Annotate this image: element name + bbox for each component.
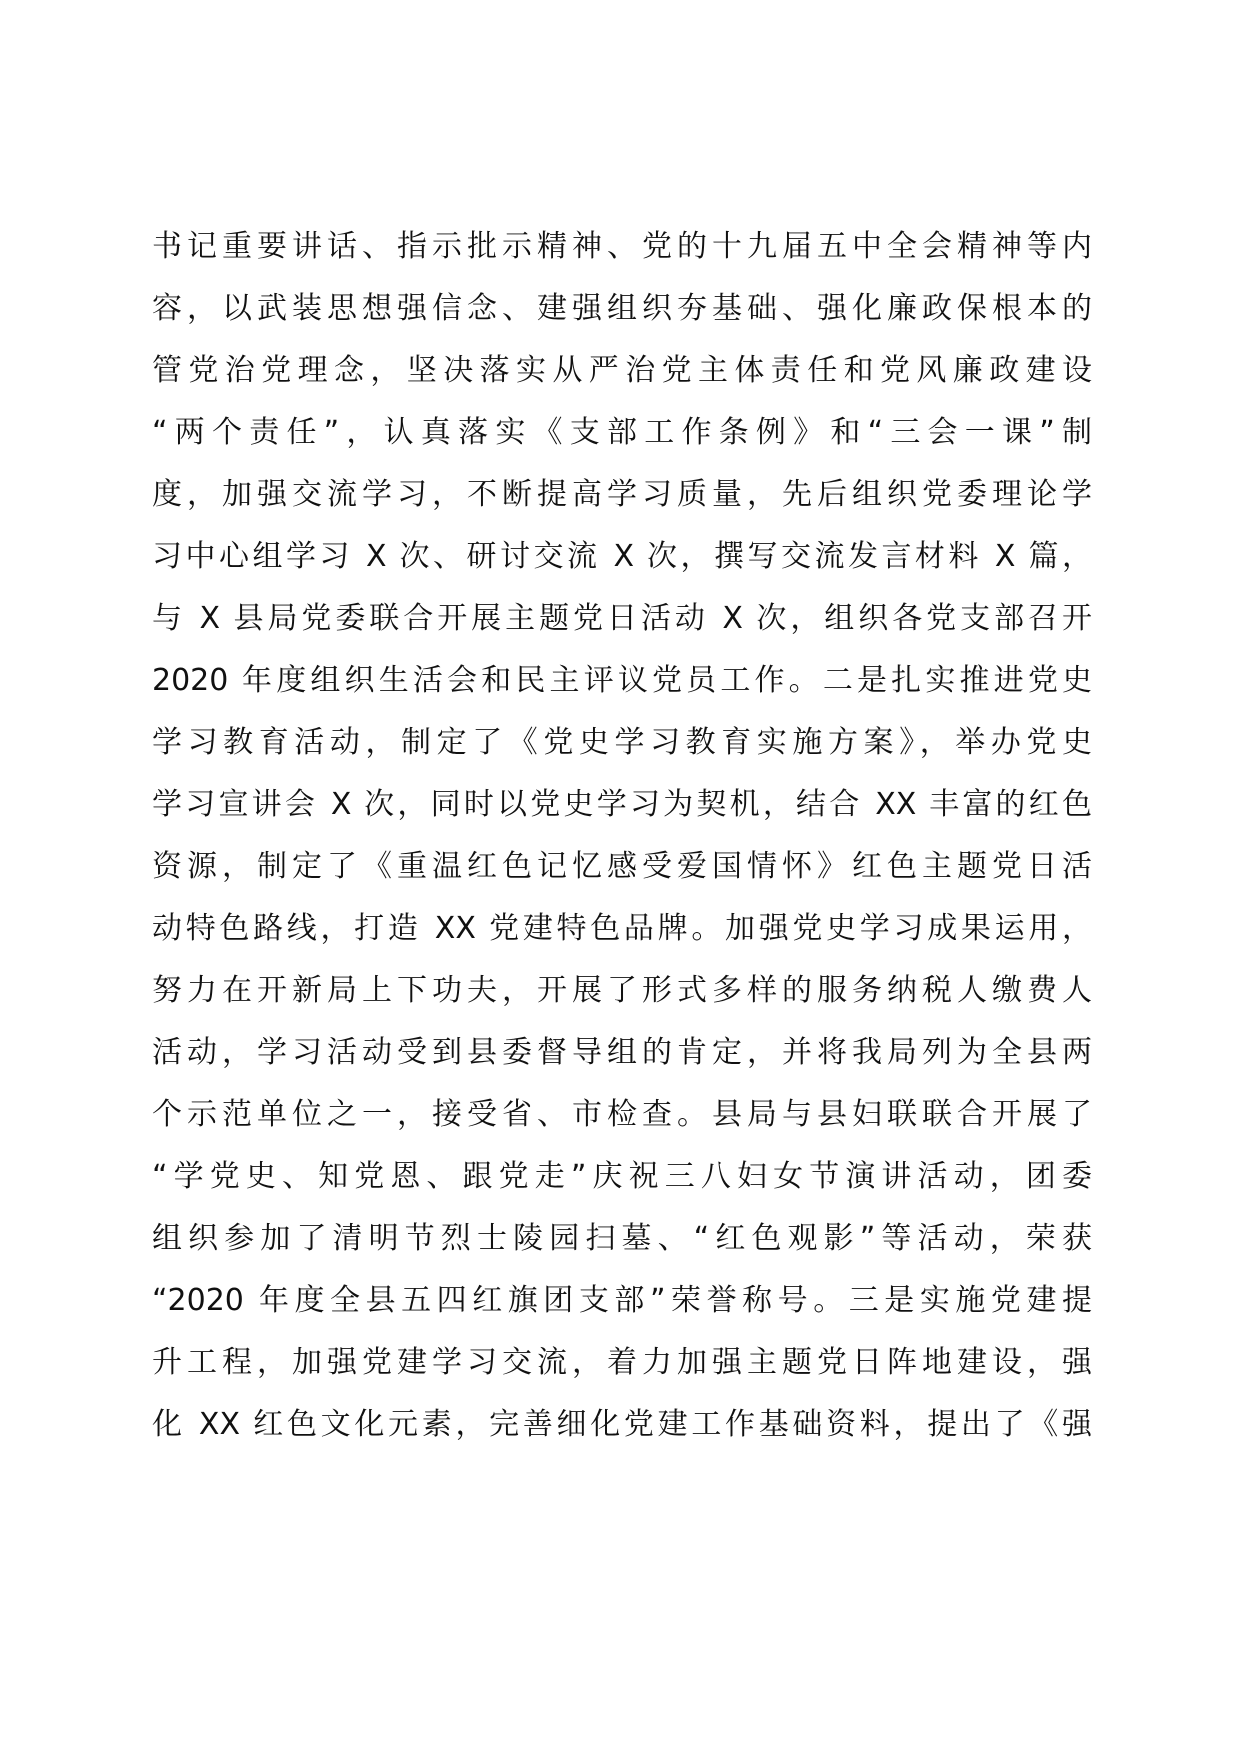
text-line: 与 X 县局党委联合开展主题党日活动 X 次，组织各党支部召开 (152, 601, 1092, 636)
text-line: “两个责任”，认真落实《支部工作条例》和“三会一课”制 (152, 415, 1092, 450)
text-line: 度，加强交流学习，不断提高学习质量，先后组织党委理论学 (152, 477, 1092, 512)
text-line: 2020 年度组织生活会和民主评议党员工作。二是扎实推进党史 (152, 663, 1092, 698)
text-line: 动特色路线，打造 XX 党建特色品牌。加强党史学习成果运用， (152, 911, 1092, 946)
text-line: 管党治党理念，坚决落实从严治党主体责任和党风廉政建设 (152, 353, 1092, 388)
text-line: “学党史、知党恩、跟党走”庆祝三八妇女节演讲活动，团委 (152, 1159, 1092, 1194)
text-line: 容，以武装思想强信念、建强组织夯基础、强化廉政保根本的 (152, 291, 1092, 326)
text-line: “2020 年度全县五四红旗团支部”荣誉称号。三是实施党建提 (152, 1283, 1092, 1318)
text-line: 升工程，加强党建学习交流，着力加强主题党日阵地建设，强 (152, 1345, 1092, 1380)
text-line: 书记重要讲话、指示批示精神、党的十九届五中全会精神等内 (152, 229, 1092, 264)
text-line: 学习宣讲会 X 次，同时以党史学习为契机，结合 XX 丰富的红色 (152, 787, 1092, 822)
text-line: 个示范单位之一，接受省、市检查。县局与县妇联联合开展了 (152, 1097, 1092, 1132)
body-paragraph (152, 216, 1092, 1456)
text-line: 努力在开新局上下功夫，开展了形式多样的服务纳税人缴费人 (152, 973, 1092, 1008)
text-line: 化 XX 红色文化元素，完善细化党建工作基础资料，提出了《强 (152, 1407, 1092, 1442)
text-line: 资源，制定了《重温红色记忆感受爱国情怀》红色主题党日活 (152, 849, 1092, 884)
text-line: 活动，学习活动受到县委督导组的肯定，并将我局列为全县两 (152, 1035, 1092, 1070)
text-line: 学习教育活动，制定了《党史学习教育实施方案》，举办党史 (152, 725, 1092, 760)
text-line: 组织参加了清明节烈士陵园扫墓、“红色观影”等活动，荣获 (152, 1221, 1092, 1256)
text-line: 习中心组学习 X 次、研讨交流 X 次，撰写交流发言材料 X 篇， (152, 539, 1092, 574)
